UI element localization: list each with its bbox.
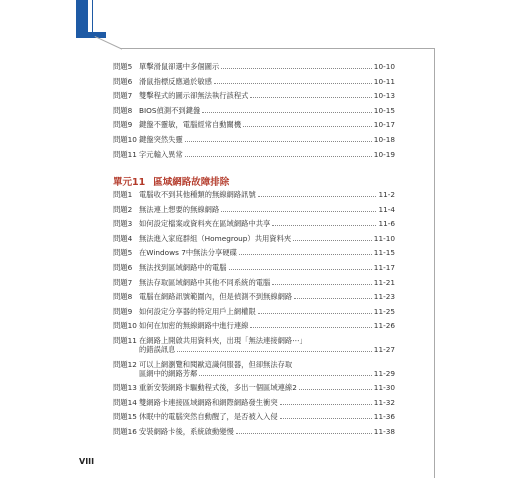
question-number: 問題9 bbox=[113, 120, 133, 130]
leader-dots bbox=[293, 240, 372, 241]
toc-entry[interactable] bbox=[113, 190, 395, 199]
page-ref: 11-15 bbox=[373, 248, 395, 258]
entry-title: 雙擊程式的圖示卻無法執行該程式 bbox=[139, 91, 249, 101]
frame-right-rule bbox=[434, 48, 435, 478]
entry-title: 區網中的網路芳鄰 bbox=[139, 368, 198, 378]
leader-dots bbox=[258, 196, 377, 197]
leader-dots bbox=[199, 375, 371, 376]
page-ref: 11-25 bbox=[373, 306, 395, 316]
page-ref: 11-4 bbox=[378, 204, 395, 214]
entry-title: 鍵盤不靈敏，電腦經常自動關機 bbox=[139, 120, 242, 130]
question-number: 問題6 bbox=[113, 76, 133, 86]
page-ref: 11-30 bbox=[373, 383, 395, 393]
page-ref: 11-27 bbox=[373, 344, 395, 354]
entry-title: 休眠中的電腦突然自動醒了，是否被入入侵 bbox=[139, 412, 278, 422]
toc-entry[interactable] bbox=[113, 263, 395, 272]
leader-dots bbox=[243, 126, 372, 127]
entry-title: 電腦在網路訊號範圍內，但是偵測不到無線網路 bbox=[139, 292, 293, 302]
entry-title: 如何在加密的無線網路中進行連線 bbox=[139, 321, 249, 331]
page-ref: 11-32 bbox=[373, 397, 395, 407]
entry-title: 安裝網路卡後，系統啟動變慢 bbox=[139, 426, 234, 436]
toc-entry[interactable] bbox=[113, 234, 395, 243]
question-number: 問題5 bbox=[113, 248, 133, 258]
page-ref: 11-29 bbox=[373, 368, 395, 378]
leader-dots bbox=[202, 112, 371, 113]
question-number: 問題8 bbox=[113, 105, 133, 115]
entry-title: 無法連上想要的無線網路 bbox=[139, 204, 220, 214]
page-ref: 11-23 bbox=[373, 292, 395, 302]
entry-title: 鍵盤突然失靈 bbox=[139, 134, 183, 144]
leader-dots bbox=[280, 404, 372, 405]
page-ref: 10-19 bbox=[373, 149, 395, 159]
toc-entry[interactable] bbox=[113, 219, 395, 228]
toc-entry[interactable] bbox=[113, 150, 395, 159]
leader-dots bbox=[272, 284, 371, 285]
toc-entry[interactable] bbox=[113, 321, 395, 330]
leader-dots bbox=[236, 433, 372, 434]
leader-dots bbox=[185, 141, 372, 142]
leader-dots bbox=[250, 327, 371, 328]
toc-section-2 bbox=[113, 190, 395, 442]
question-number: 問題7 bbox=[113, 277, 133, 287]
toc-entry[interactable] bbox=[113, 91, 395, 100]
toc-entry[interactable] bbox=[113, 360, 395, 378]
entry-title: 在網路上開啟共用資料夾，出現「無法連接網路⋯」 bbox=[139, 335, 307, 345]
leader-dots bbox=[177, 351, 371, 352]
page-ref: 11-10 bbox=[373, 233, 395, 243]
question-number: 問題6 bbox=[113, 262, 133, 272]
leader-dots bbox=[280, 418, 372, 419]
toc-entry[interactable] bbox=[113, 383, 395, 392]
leader-dots bbox=[229, 269, 372, 270]
page-ref: 10-15 bbox=[373, 105, 395, 115]
toc-entry[interactable] bbox=[113, 292, 395, 301]
leader-dots bbox=[239, 254, 372, 255]
question-number: 問題16 bbox=[113, 426, 137, 436]
toc-entry[interactable] bbox=[113, 248, 395, 257]
page-ref: 11-26 bbox=[373, 321, 395, 331]
question-number: 問題11 bbox=[113, 149, 137, 159]
page-ref: 10-17 bbox=[373, 120, 395, 130]
page-ref: 10-13 bbox=[373, 91, 395, 101]
question-number: 問題12 bbox=[113, 359, 137, 369]
entry-title: 電腦收不到其他種類的無線網路訊號 bbox=[139, 190, 256, 199]
toc-entry[interactable] bbox=[113, 307, 395, 316]
question-number: 問題8 bbox=[113, 292, 133, 302]
question-number: 問題1 bbox=[113, 190, 133, 199]
page-ref: 11-6 bbox=[378, 219, 395, 229]
unit-title: 區域網路故障排除 bbox=[153, 177, 230, 188]
leader-dots bbox=[294, 298, 372, 299]
leader-dots bbox=[258, 313, 372, 314]
corner-decoration-line bbox=[92, 0, 93, 36]
corner-decoration-bar bbox=[76, 32, 106, 38]
toc-entry[interactable] bbox=[113, 62, 395, 71]
page-ref: 10-18 bbox=[373, 134, 395, 144]
leader-dots bbox=[250, 97, 371, 98]
toc-section-1 bbox=[113, 62, 395, 164]
page-ref: 10-10 bbox=[373, 62, 395, 71]
entry-title: 無法進入家庭群組（Homegroup）共用資料夾 bbox=[139, 233, 292, 243]
toc-entry[interactable] bbox=[113, 77, 395, 86]
question-number: 問題11 bbox=[113, 335, 137, 345]
entry-title: 滑鼠指標反應過於敏感 bbox=[139, 76, 212, 86]
page-ref: 11-36 bbox=[373, 412, 395, 422]
entry-title: BIOS偵測不到鍵盤 bbox=[139, 105, 201, 115]
question-number: 問題7 bbox=[113, 91, 133, 101]
unit-heading bbox=[113, 174, 229, 188]
page-ref: 11-2 bbox=[378, 190, 395, 199]
page-ref: 11-21 bbox=[373, 277, 395, 287]
question-number: 問題4 bbox=[113, 233, 133, 243]
entry-title: 的錯誤訊息 bbox=[139, 344, 176, 354]
toc-entry[interactable] bbox=[113, 278, 395, 287]
entry-title: 重新安裝網路卡驅動程式後，多出一個區域連線2 bbox=[139, 383, 297, 393]
entry-title: 字元輸入異常 bbox=[139, 149, 183, 159]
question-number: 問題9 bbox=[113, 306, 133, 316]
leader-dots bbox=[185, 156, 372, 157]
toc-entry[interactable] bbox=[113, 106, 395, 115]
leader-dots bbox=[214, 83, 372, 84]
toc-entry[interactable] bbox=[113, 120, 395, 129]
toc-entry[interactable] bbox=[113, 205, 395, 214]
leader-dots bbox=[272, 225, 376, 226]
question-number: 問題2 bbox=[113, 204, 133, 214]
entry-title: 如何設定分享器的特定用戶上網權限 bbox=[139, 306, 256, 316]
toc-entry[interactable] bbox=[113, 398, 395, 407]
page-ref: 11-38 bbox=[373, 426, 395, 436]
toc-entry[interactable] bbox=[113, 135, 395, 144]
toc-entry[interactable] bbox=[113, 336, 395, 354]
page-number: VIII bbox=[79, 457, 95, 466]
question-number: 問題13 bbox=[113, 383, 137, 393]
question-number: 問題3 bbox=[113, 219, 133, 229]
entry-title: 無法存取區域網路中其他不同系統的電腦 bbox=[139, 277, 271, 287]
question-number: 問題14 bbox=[113, 397, 137, 407]
page-ref: 11-17 bbox=[373, 262, 395, 272]
question-number: 問題10 bbox=[113, 321, 137, 331]
frame-diagonal-rule bbox=[95, 36, 123, 50]
question-number: 問題5 bbox=[113, 62, 133, 71]
entry-title: 無法找到區域網路中的電腦 bbox=[139, 262, 227, 272]
page-ref: 10-11 bbox=[373, 76, 395, 86]
question-number: 問題15 bbox=[113, 412, 137, 422]
entry-title: 單擊滑鼠卻選中多個圖示 bbox=[139, 62, 220, 71]
frame-top-rule bbox=[120, 48, 434, 49]
entry-title: 如何設定檔案或資料夾在區域網路中共享 bbox=[139, 219, 271, 229]
unit-number: 單元11 bbox=[113, 177, 146, 188]
toc-entry[interactable] bbox=[113, 412, 395, 421]
leader-dots bbox=[299, 389, 372, 390]
question-number: 問題10 bbox=[113, 134, 137, 144]
leader-dots bbox=[221, 68, 372, 69]
entry-title: 在Windows 7中無法分享硬碟 bbox=[139, 248, 237, 258]
toc-entry[interactable] bbox=[113, 427, 395, 436]
leader-dots bbox=[221, 211, 376, 212]
entry-title: 雙網路卡連接區域網路和網際網路發生衝突 bbox=[139, 397, 278, 407]
entry-title: 可以上網瀏覽和閱歐這識伺服器，但卻無法存取 bbox=[139, 359, 293, 369]
